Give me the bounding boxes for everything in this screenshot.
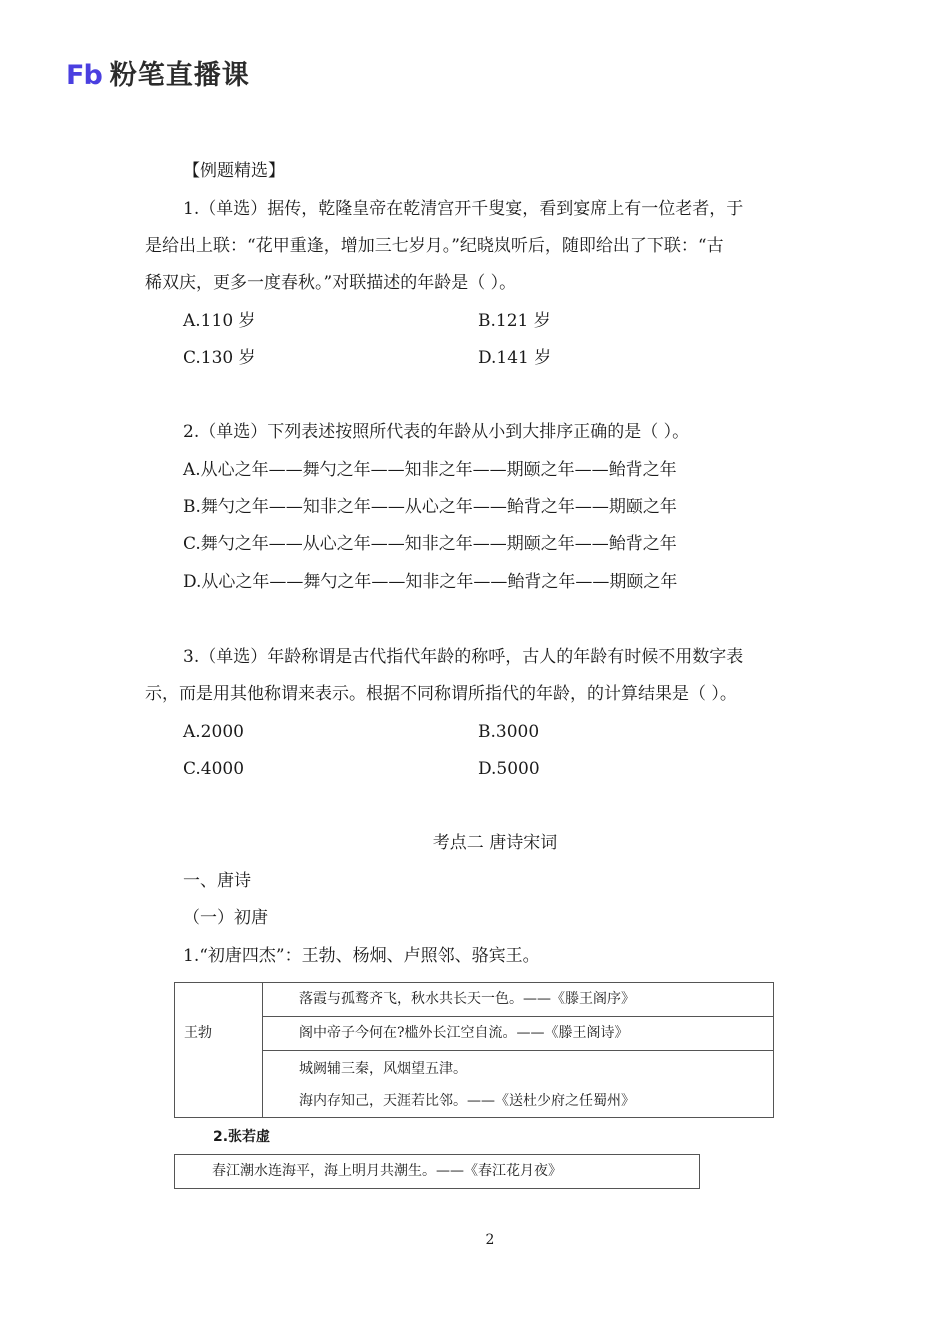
kaodian-title: 考点二 唐诗宋词 — [432, 833, 558, 853]
section-examples-title: 【例题精选】 — [183, 161, 285, 181]
q3-line1: 3.（单选）年龄称谓是古代指代年龄的称呼，古人的年龄有时候不用数字表 — [183, 647, 744, 667]
q1-line3: 稀双庆，更多一度春秋。”对联描述的年龄是（ ）。 — [145, 273, 517, 293]
q2-option-c: C.舞勺之年——从心之年——知非之年——期颐之年——鲐背之年 — [183, 534, 677, 554]
wangbo-row-1: 落霞与孤鹜齐飞，秋水共长天一色。——《滕王阁序》 — [299, 991, 635, 1007]
zhang-row: 春江潮水连海平，海上明月共潮生。——《春江花月夜》 — [212, 1163, 562, 1179]
fenbi-logo-mark: Fb — [66, 60, 102, 91]
heading-tang-poetry: 一、唐诗 — [183, 871, 251, 891]
wangbo-table — [174, 982, 774, 1118]
item-four-masters: 1.“初唐四杰”：王勃、杨炯、卢照邻、骆宾王。 — [183, 946, 540, 966]
q2-line1: 2.（单选）下列表述按照所代表的年龄从小到大排序正确的是（ ）。 — [183, 422, 690, 442]
zhang-ruoxu-title: 2.张若虚 — [213, 1129, 271, 1145]
wangbo-row-2: 阁中帝子今何在?槛外长江空自流。——《滕王阁诗》 — [299, 1025, 629, 1041]
wangbo-row-4: 海内存知己，天涯若比邻。——《送杜少府之任蜀州》 — [299, 1093, 635, 1109]
q1-option-b: B.121 岁 — [478, 311, 551, 331]
q2-option-a: A.从心之年——舞勺之年——知非之年——期颐之年——鲐背之年 — [183, 460, 677, 480]
q1-option-a: A.110 岁 — [183, 311, 256, 331]
q3-option-d: D.5000 — [478, 759, 540, 779]
header-logo — [66, 62, 250, 89]
q2-option-b: B.舞勺之年——知非之年——从心之年——鲐背之年——期颐之年 — [183, 497, 677, 517]
q1-option-c: C.130 岁 — [183, 348, 256, 368]
fenbi-logo-text: 粉笔直播课 — [109, 60, 250, 91]
q1-line2: 是给出上联：“花甲重逢，增加三七岁月。”纪晓岚听后，随即给出了下联：“古 — [145, 236, 724, 256]
wangbo-name-cell: 王勃 — [184, 1025, 212, 1041]
q3-option-a: A.2000 — [183, 722, 244, 742]
q3-option-b: B.3000 — [478, 722, 540, 742]
zhang-table — [174, 1154, 700, 1189]
wangbo-row-3: 城阙辅三秦，风烟望五津。 — [299, 1061, 467, 1077]
q1-line1: 1.（单选）据传，乾隆皇帝在乾清宫开千叟宴，看到宴席上有一位老者，于 — [183, 199, 744, 219]
q3-line2: 示，而是用其他称谓来表示。根据不同称谓所指代的年龄，的计算结果是（ ）。 — [145, 684, 737, 704]
heading-early-tang: （一）初唐 — [183, 908, 268, 928]
page-number: 2 — [485, 1232, 495, 1248]
q3-option-c: C.4000 — [183, 759, 245, 779]
q2-option-d: D.从心之年——舞勺之年——知非之年——鲐背之年——期颐之年 — [183, 572, 678, 592]
q1-option-d: D.141 岁 — [478, 348, 552, 368]
